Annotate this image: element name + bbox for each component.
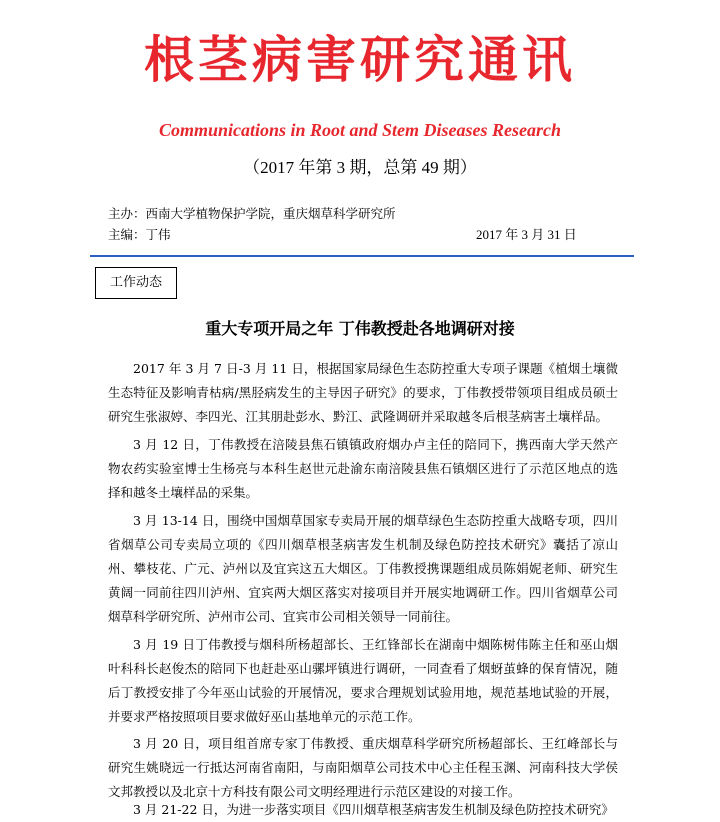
publication-date: 2017 年 3 月 31 日 xyxy=(476,227,577,242)
header-divider xyxy=(90,255,634,257)
article-paragraph: 2017 年 3 月 7 日-3 月 11 日，根据国家局绿色生态防控重大专项子课题《植烟土壤微生态特征及影响青枯病/黑胫病发生的主导因子研究》的要求，丁伟教授带领项目组成员硕士研究生张淑婷、李四光、江其朋赴彭水、黔江、武隆调研并采取越冬后根茎病害土壤样品。 xyxy=(108,361,618,424)
masthead-title-cn: 根茎病害研究通讯 xyxy=(144,30,576,89)
sponsor-line: 主办：西南大学植物保护学院，重庆烟草科学研究所 xyxy=(108,206,396,221)
editor-line: 主编：丁伟 xyxy=(108,227,171,242)
masthead-title-en: Communications in Root and Stem Diseases Research xyxy=(158,120,562,140)
article-paragraph: 3 月 21-22 日，为进一步落实项目《四川烟草根茎病害发生机制及绿色防控技术研究》 xyxy=(133,802,614,817)
article-paragraph: 3 月 20 日，项目组首席专家丁伟教授、重庆烟草科学研究所杨超部长、王红峰部长与研究生姚晓远一行抵达河南省南阳，与南阳烟草公司技术中心主任程玉渊、河南科技大学侯文邦教授以及北京十方科技有限公司文明经理进行示范区建设的对接工作。 xyxy=(108,736,618,799)
section-label: 工作动态 xyxy=(95,267,177,299)
issue-number: （2017 年第 3 期，总第 49 期） xyxy=(243,158,477,177)
article-headline: 重大专项开局之年 丁伟教授赴各地调研对接 xyxy=(205,319,515,338)
article-paragraph: 3 月 12 日，丁伟教授在涪陵县焦石镇镇政府烟办卢主任的陪同下，携西南大学天然产物农药实验室博士生杨亮与本科生赵世元赴渝东南涪陵县焦石镇烟区进行了示范区地点的选择和越冬土壤样品的采集。 xyxy=(108,437,618,500)
article-paragraph: 3 月 19 日丁伟教授与烟科所杨超部长、王红锋部长在湖南中烟陈树伟陈主任和巫山烟叶科科长赵俊杰的陪同下也赶赴巫山骡坪镇进行调研，一同查看了烟蚜茧蜂的保育情况，随后丁教授安排了今年巫山试验的开展情况，要求合理规划试验用地，规范基地试验的开展，并要求严格按照项目要求做好巫山基地单元的示范工作。 xyxy=(108,637,618,724)
article-paragraph: 3 月 13-14 日，围绕中国烟草国家专卖局开展的烟草绿色生态防控重大战略专项，四川省烟草公司专卖局立项的《四川烟草根茎病害发生机制及绿色防控技术研究》囊括了凉山州、攀枝花、广元、泸州以及宜宾这五大烟区。丁伟教授携课题组成员陈娟妮老师、研究生黄阔一同前往四川泸州、宜宾两大烟区落实对接项目并开展实地调研工作。四川省烟草公司烟草科学研究所、泸州市公司、宜宾市公司相关领导一同前往。 xyxy=(108,513,618,624)
